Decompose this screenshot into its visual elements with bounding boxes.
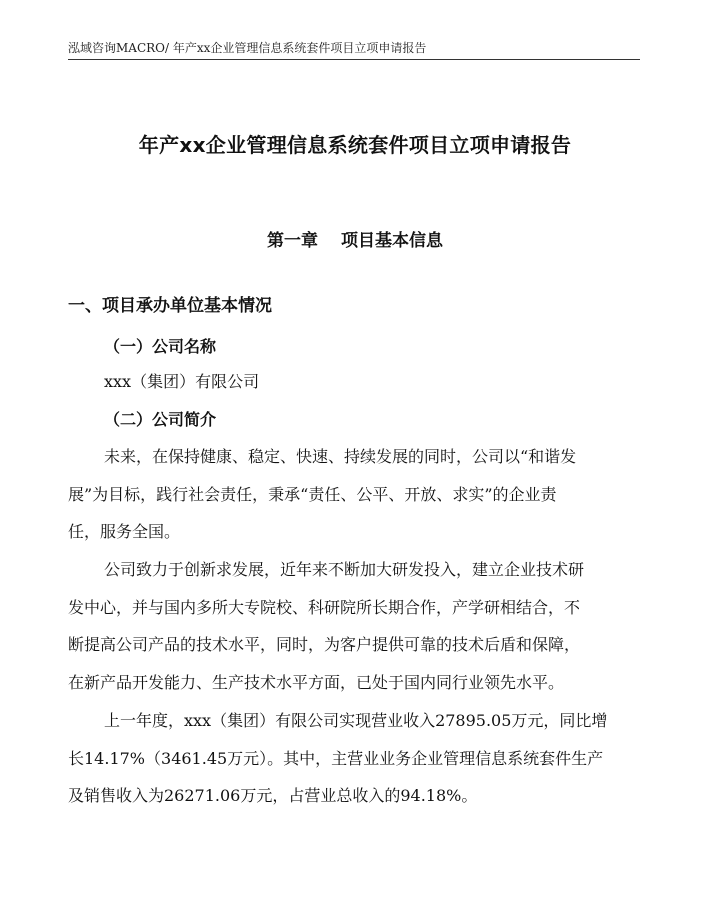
paragraph-line: 未来，在保持健康、稳定、快速、持续发展的同时，公司以“和谐发	[104, 447, 577, 466]
company-name-text: xxx（集团）有限公司	[104, 372, 260, 391]
paragraph-line: 长14.17%（3461.45万元）。其中，主营业业务企业管理信息系统套件生产	[68, 749, 604, 768]
document-title: 年产xx企业管理信息系统套件项目立项申请报告	[138, 133, 572, 157]
paragraph-line: 在新产品开发能力、生产技术水平方面，已处于国内同行业领先水平。	[68, 673, 565, 692]
paragraph-line: 任，服务全国。	[68, 522, 181, 541]
paragraph-line: 发中心，并与国内多所大专院校、科研院所长期合作，产学研相结合，不	[68, 598, 581, 617]
paragraph-line: 断提高公司产品的技术水平，同时，为客户提供可靠的技术后盾和保障，	[68, 635, 581, 654]
paragraph-line: 上一年度，xxx（集团）有限公司实现营业收入27895.05万元，同比增	[104, 711, 608, 730]
header-divider	[68, 59, 640, 60]
subsection-heading-company-profile: （二）公司简介	[104, 410, 217, 429]
subsection-heading-company-name: （一）公司名称	[104, 337, 217, 356]
paragraph-line: 及销售收入为26271.06万元，占营业总收入的94.18%。	[68, 786, 478, 805]
paragraph-line: 公司致力于创新求发展，近年来不断加大研发投入，建立企业技术研	[104, 560, 585, 579]
section-heading: 一、项目承办单位基本情况	[68, 296, 272, 316]
chapter-heading: 第一章 项目基本信息	[267, 231, 443, 251]
paragraph-line: 展”为目标，践行社会责任，秉承“责任、公平、开放、求实”的企业责	[68, 485, 557, 504]
running-header: 泓域咨询MACRO/ 年产xx企业管理信息系统套件项目立项申请报告	[68, 41, 427, 55]
